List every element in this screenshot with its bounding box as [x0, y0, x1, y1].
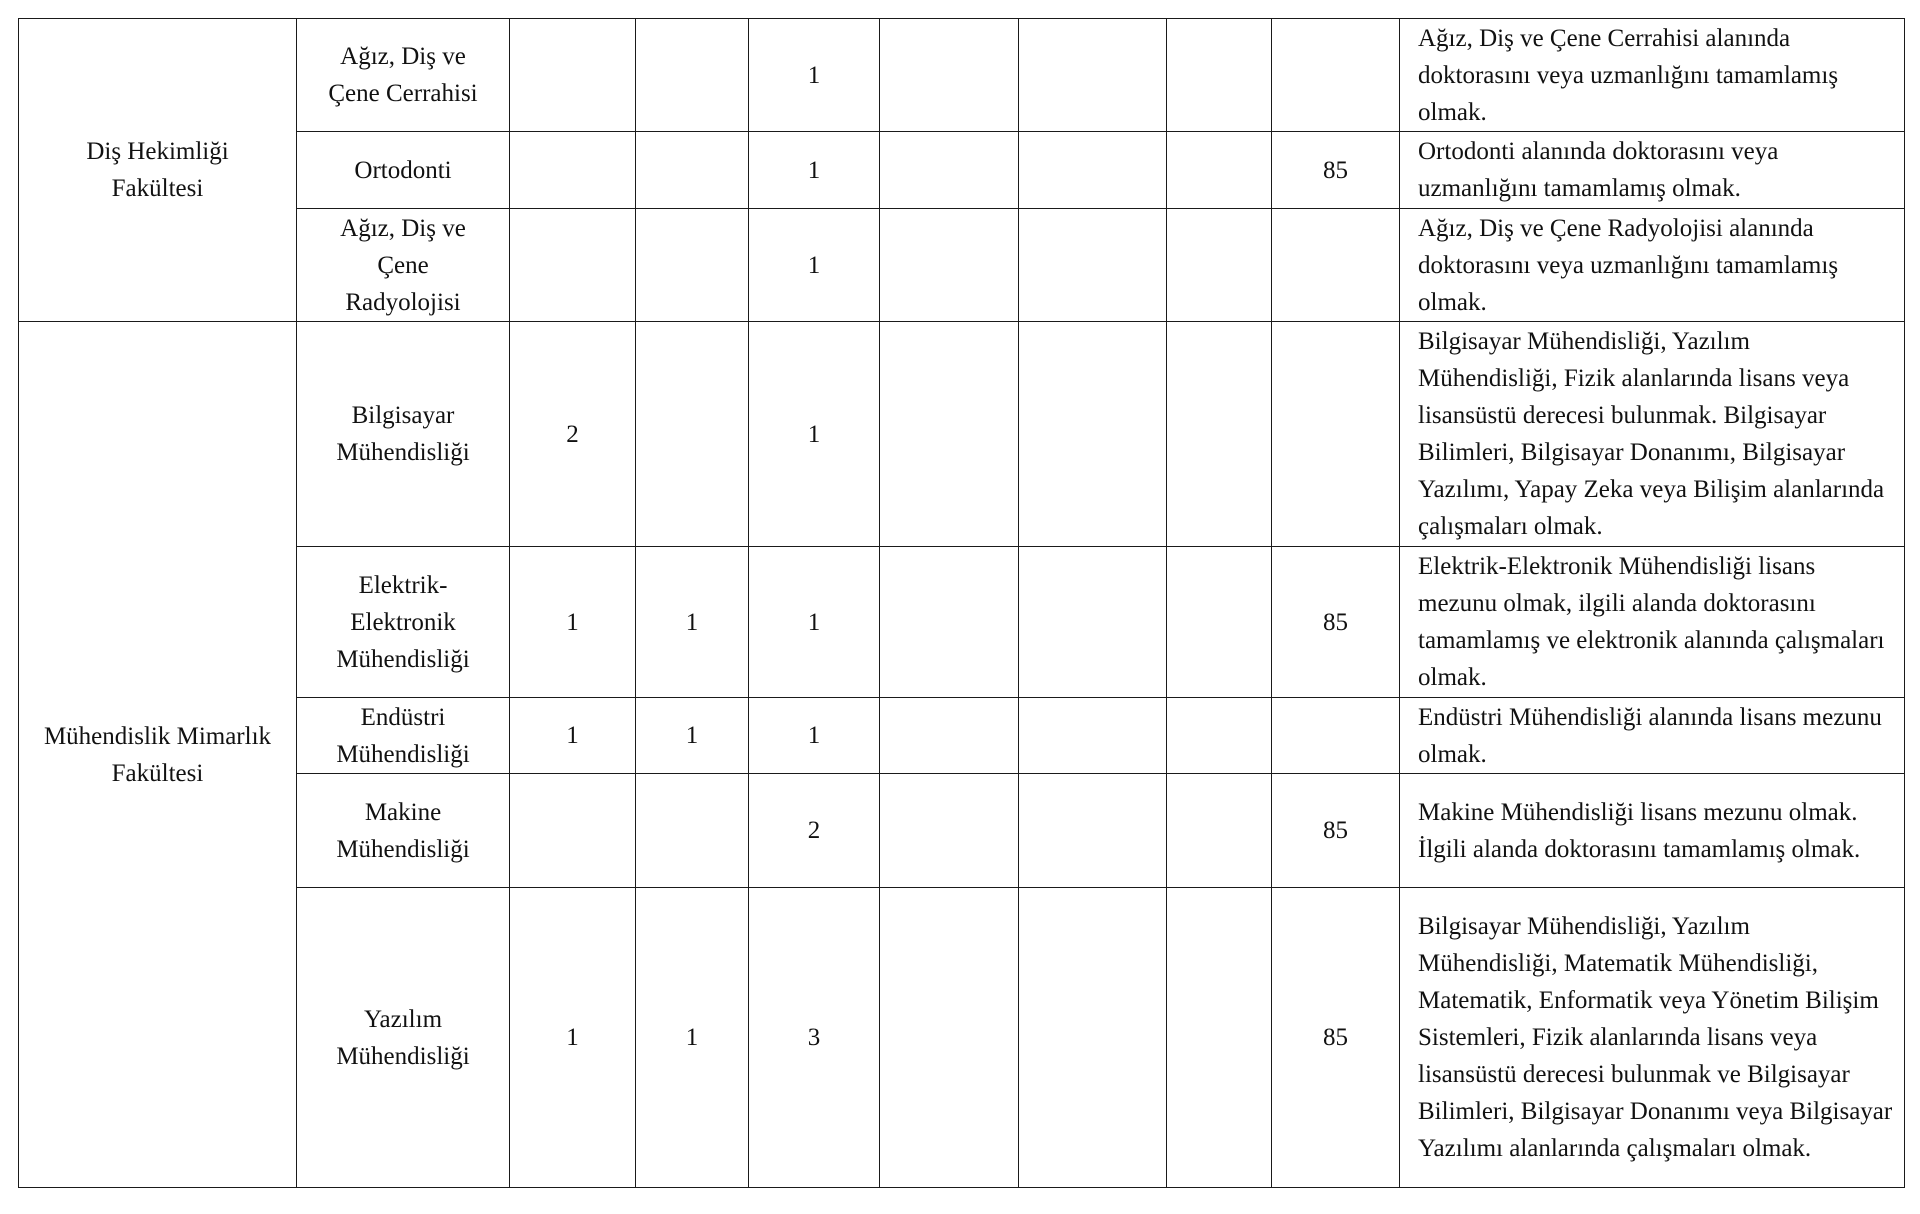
requirement-cell: Makine Mühendisliği lisans mezunu olmak. İlgili alanda doktorasını tamamlamış olmak. — [1400, 774, 1905, 888]
score-cell: 85 — [1272, 888, 1400, 1188]
department-cell — [297, 322, 510, 547]
score-cell — [1272, 322, 1400, 547]
table-row — [19, 132, 1905, 209]
department-cell — [297, 209, 510, 322]
department-name: Ağız, Diş ve Çene Radyolojisi — [340, 214, 466, 316]
count-cell-2 — [636, 322, 749, 547]
count-cell-3: 3 — [749, 888, 880, 1188]
table-row — [19, 209, 1905, 322]
count-cell-4 — [880, 322, 1019, 547]
count-cell-5 — [1019, 698, 1167, 774]
count-cell-3: 1 — [749, 322, 880, 547]
department-name: Makine Mühendisliği — [336, 798, 470, 863]
department-name: Elektrik-Elektronik Mühendisliği — [336, 571, 470, 673]
count-cell-6 — [1167, 547, 1272, 698]
table-row — [19, 547, 1905, 698]
count-cell-5 — [1019, 132, 1167, 209]
requirement-cell: Elektrik-Elektronik Mühendisliği lisans mezunu olmak, ilgili alanda doktorasını tamamlamış ve elektronik alanında çalışmaları olmak. — [1400, 547, 1905, 698]
department-cell — [297, 888, 510, 1188]
table-row — [19, 698, 1905, 774]
count-cell-5 — [1019, 888, 1167, 1188]
table-row — [19, 888, 1905, 1188]
count-cell-1: 2 — [510, 322, 636, 547]
count-cell-3: 1 — [749, 547, 880, 698]
count-cell-2 — [636, 774, 749, 888]
count-cell-2: 1 — [636, 888, 749, 1188]
table-row — [19, 19, 1905, 132]
count-cell-6 — [1167, 888, 1272, 1188]
count-cell-2: 1 — [636, 547, 749, 698]
department-name: Ağız, Diş ve Çene Cerrahisi — [328, 43, 478, 107]
count-cell-5 — [1019, 547, 1167, 698]
count-cell-4 — [880, 774, 1019, 888]
count-cell-4 — [880, 209, 1019, 322]
count-cell-5 — [1019, 209, 1167, 322]
count-cell-3: 1 — [749, 19, 880, 132]
count-cell-1 — [510, 132, 636, 209]
requirement-cell: Ağız, Diş ve Çene Cerrahisi alanında doktorasını veya uzmanlığını tamamlamış olmak. — [1400, 19, 1905, 132]
count-cell-6 — [1167, 322, 1272, 547]
score-cell — [1272, 209, 1400, 322]
requirement-cell: Ortodonti alanında doktorasını veya uzmanlığını tamamlamış olmak. — [1400, 132, 1905, 209]
department-cell — [297, 19, 510, 132]
department-name: Bilgisayar Mühendisliği — [336, 402, 470, 466]
count-cell-1 — [510, 209, 636, 322]
requirement-cell: Bilgisayar Mühendisliği, Yazılım Mühendisliği, Matematik Mühendisliği, Matematik, Enformatik veya Yönetim Bilişim Sistemleri, Fizik alanlarında lisans veya lisansüstü derecesi bulunmak ve Bilgisayar Bilimleri, Bilgisayar Donanımı veya Bilgisayar Yazılımı alanlarında çalışmaları olmak. — [1400, 888, 1905, 1188]
count-cell-3: 1 — [749, 698, 880, 774]
count-cell-4 — [880, 888, 1019, 1188]
department-cell — [297, 774, 510, 888]
count-cell-2 — [636, 209, 749, 322]
requirement-cell: Ağız, Diş ve Çene Radyolojisi alanında doktorasını veya uzmanlığını tamamlamış olmak. — [1400, 209, 1905, 322]
count-cell-2 — [636, 19, 749, 132]
count-cell-2: 1 — [636, 698, 749, 774]
department-name: Yazılım Mühendisliği — [336, 1005, 470, 1070]
staff-table-sheet — [18, 18, 1905, 1188]
requirement-cell: Bilgisayar Mühendisliği, Yazılım Mühendisliği, Fizik alanlarında lisans veya lisansüstü derecesi bulunmak. Bilgisayar Bilimleri, Bilgisayar Donanımı, Bilgisayar Yazılımı, Yapay Zeka veya Bilişim alanlarında çalışmaları olmak. — [1400, 322, 1905, 547]
department-cell — [297, 547, 510, 698]
table-row — [19, 322, 1905, 547]
count-cell-1 — [510, 19, 636, 132]
count-cell-5 — [1019, 322, 1167, 547]
count-cell-3: 2 — [749, 774, 880, 888]
requirement-cell: Endüstri Mühendisliği alanında lisans mezunu olmak. — [1400, 698, 1905, 774]
count-cell-4 — [880, 132, 1019, 209]
count-cell-6 — [1167, 698, 1272, 774]
count-cell-1: 1 — [510, 547, 636, 698]
score-cell: 85 — [1272, 547, 1400, 698]
score-cell: 85 — [1272, 774, 1400, 888]
count-cell-3: 1 — [749, 132, 880, 209]
count-cell-6 — [1167, 19, 1272, 132]
count-cell-6 — [1167, 209, 1272, 322]
count-cell-6 — [1167, 774, 1272, 888]
count-cell-5 — [1019, 19, 1167, 132]
faculty-name: Mühendislik Mimarlık Fakültesi — [43, 722, 272, 787]
count-cell-4 — [880, 19, 1019, 132]
count-cell-1: 1 — [510, 888, 636, 1188]
score-cell — [1272, 19, 1400, 132]
count-cell-4 — [880, 698, 1019, 774]
faculty-name-cell — [19, 322, 297, 1188]
count-cell-1 — [510, 774, 636, 888]
department-name: Endüstri Mühendisliği — [336, 703, 470, 768]
department-name: Ortodonti — [354, 156, 452, 184]
faculty-name-cell — [19, 19, 297, 322]
count-cell-4 — [880, 547, 1019, 698]
count-cell-2 — [636, 132, 749, 209]
count-cell-1: 1 — [510, 698, 636, 774]
count-cell-6 — [1167, 132, 1272, 209]
department-cell — [297, 132, 510, 209]
count-cell-3: 1 — [749, 209, 880, 322]
table-row — [19, 774, 1905, 888]
score-cell: 85 — [1272, 132, 1400, 209]
staff-table — [18, 18, 1905, 1188]
score-cell — [1272, 698, 1400, 774]
count-cell-5 — [1019, 774, 1167, 888]
faculty-name: Diş Hekimliği Fakültesi — [86, 138, 229, 202]
department-cell — [297, 698, 510, 774]
